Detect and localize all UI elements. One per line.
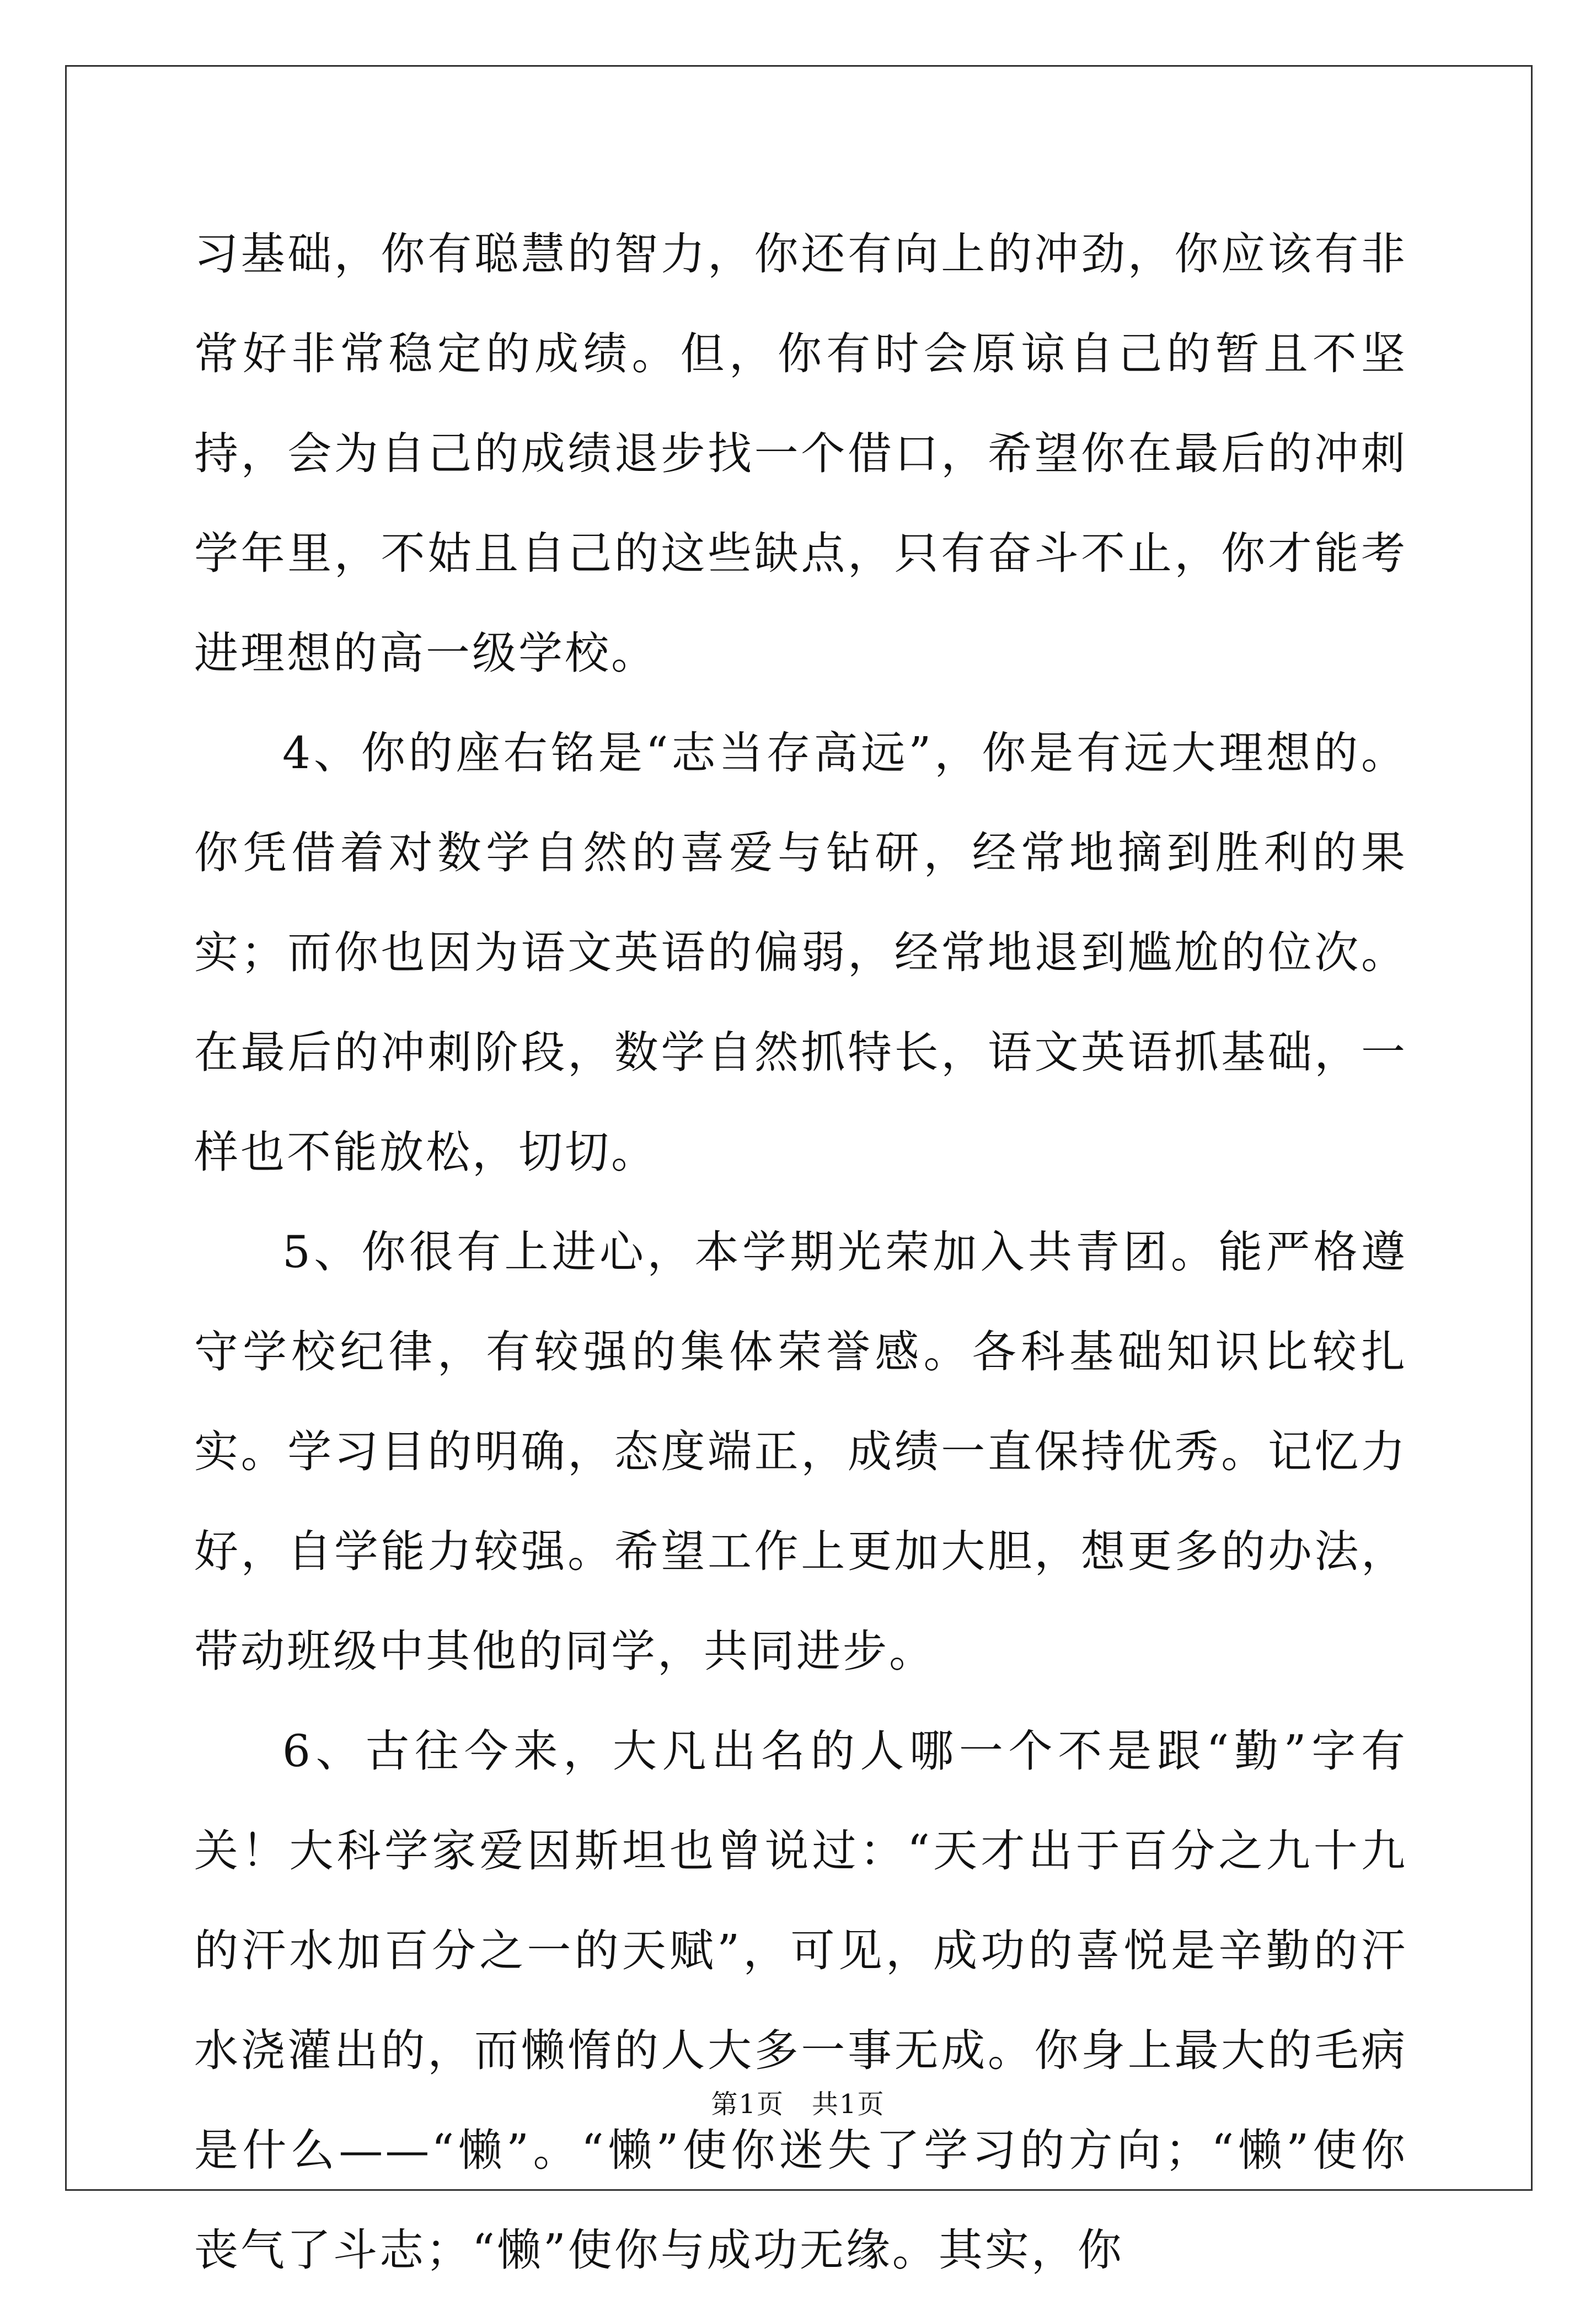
paragraph-4: 6、古往今来，大凡出名的人哪一个不是跟“勤”字有关！大科学家爱因斯坦也曾说过：“天才出于百分之九十九的汗水加百分之一的天赋”，可见，成功的喜悦是辛勤的汗水浇灌出的，而懒惰的人大多一事无成。你身上最大的毛病是什么——“懒”。“懒”使你迷失了学习的方向；“懒”使你丧气了斗志；“懒”使你与成功无缘。其实，你	[194, 1725, 1407, 2276]
paragraph-1: 习基础，你有聪慧的智力，你还有向上的冲劲，你应该有非常好非常稳定的成绩。但，你有时会原谅自己的暂且不坚持，会为自己的成绩退步找一个借口，希望你在最后的冲刺学年里，不姑且自己的这些缺点，只有奋斗不止，你才能考进理想的高一级学校。	[194, 228, 1407, 679]
paragraph-2: 4、你的座右铭是“志当存高远”，你是有远大理想的。你凭借着对数学自然的喜爱与钻研，经常地摘到胜利的果实；而你也因为语文英语的偏弱，经常地退到尴尬的位次。在最后的冲刺阶段，数学自然抓特长，语文英语抓基础，一样也不能放松，切切。	[194, 727, 1407, 1178]
page-number-footer: 第1页 共1页	[711, 2089, 885, 2120]
paragraph-3: 5、你很有上进心，本学期光荣加入共青团。能严格遵守学校纪律，有较强的集体荣誉感。各科基础知识比较扎实。学习目的明确，态度端正，成绩一直保持优秀。记忆力好，自学能力较强。希望工作上更加大胆，想更多的办法，带动班级中其他的同学，共同进步。	[194, 1226, 1407, 1677]
document-body	[194, 204, 1407, 2300]
